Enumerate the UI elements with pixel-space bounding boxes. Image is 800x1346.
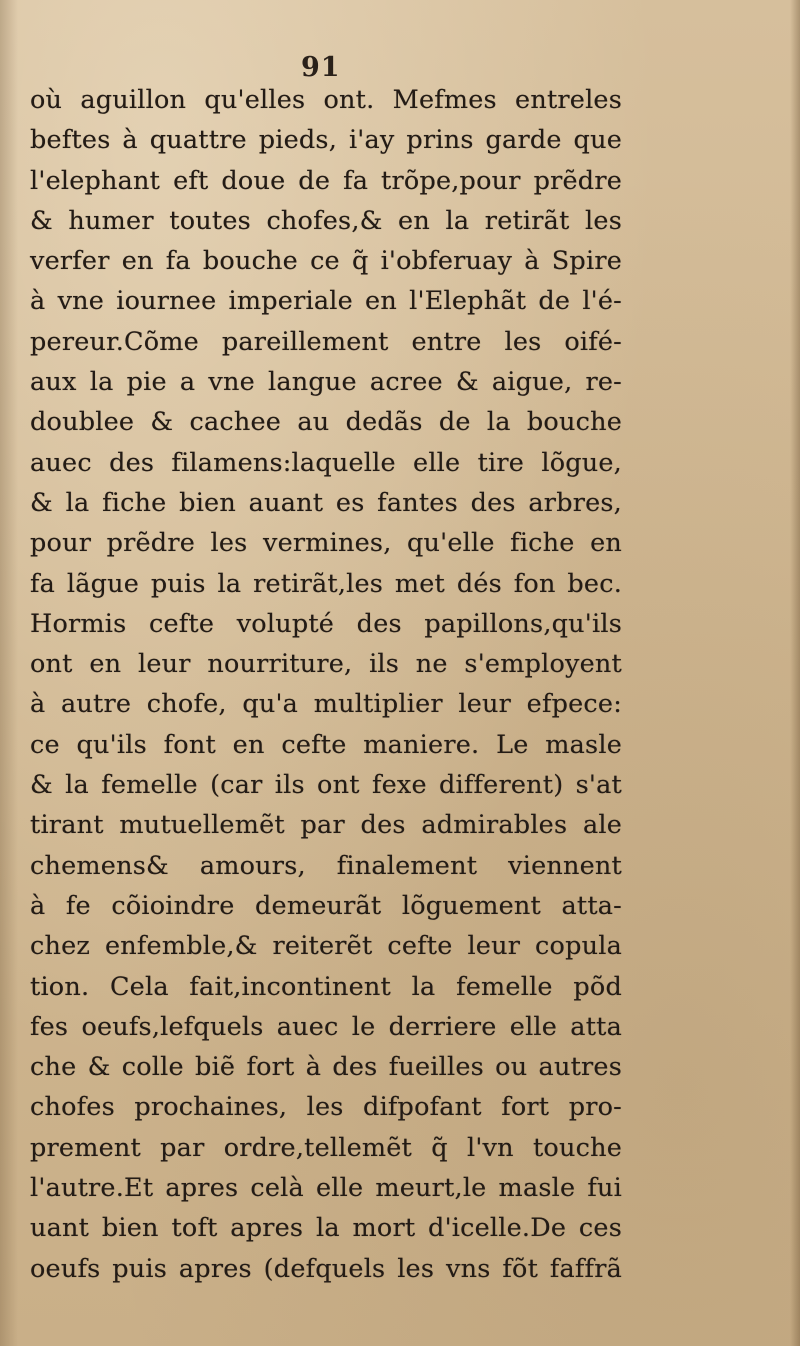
text-line: à fe cõioindre demeurãt lõguement atta-: [30, 890, 622, 921]
text-line: fes oeufs,lefquels auec le derriere elle atta: [30, 1011, 622, 1042]
text-line: à vne iournee imperiale en l'Elephãt de l'é-: [30, 286, 622, 317]
text-line: auec des filamens:laquelle elle tire lõgue,: [30, 447, 622, 478]
text-line: verfer en fa bouche ce q̃ i'obferuay à Spire: [30, 246, 622, 277]
text-line: à autre chofe, qu'a multiplier leur efpece:: [30, 689, 622, 720]
page-right-edge: [790, 0, 800, 1346]
text-line: uant bien toft apres la mort d'icelle.De ces: [30, 1213, 622, 1244]
page-left-shadow: [0, 0, 18, 1346]
body-text: [30, 80, 622, 1289]
text-line: chofes prochaines, les difpofant fort pro-: [30, 1092, 622, 1123]
text-line: & la fiche bien auant es fantes des arbres,: [30, 487, 622, 518]
text-line: chez enfemble,& reiterẽt cefte leur copula: [30, 931, 622, 962]
text-line: oeufs puis apres (defquels les vns fõt faffrã: [30, 1253, 622, 1284]
text-line: ce qu'ils font en cefte maniere. Le masle: [30, 729, 622, 760]
page-number: 91: [301, 52, 341, 83]
text-line: ont en leur nourriture, ils ne s'employent: [30, 649, 622, 680]
text-line: où aguillon qu'elles ont. Mefmes entreles: [30, 85, 622, 115]
text-line: & humer toutes chofes,& en la retirãt les: [30, 205, 622, 236]
text-line: prement par ordre,tellemẽt q̃ l'vn touche: [30, 1132, 622, 1163]
text-line: beftes à quattre pieds, i'ay prins garde que: [30, 125, 622, 156]
text-line: chemens& amours, finalement viennent: [30, 850, 622, 881]
text-line: l'autre.Et apres celà elle meurt,le masle fui: [30, 1173, 622, 1204]
text-line: aux la pie a vne langue acree & aigue, re-: [30, 367, 622, 398]
text-line: doublee & cachee au dedãs de la bouche: [30, 407, 622, 438]
text-line: l'elephant eft doue de fa trõpe,pour prẽdre: [30, 165, 622, 196]
text-line: fa lãgue puis la retirãt,les met dés fon bec.: [30, 568, 622, 599]
text-line: pour prẽdre les vermines, qu'elle fiche en: [30, 528, 622, 559]
text-line: pereur.Cõme pareillement entre les oifé-: [30, 326, 622, 357]
text-line: tion. Cela fait,incontinent la femelle põd: [30, 971, 622, 1002]
text-line: & la femelle (car ils ont fexe different) s'at: [30, 770, 622, 801]
text-line: Hormis cefte volupté des papillons,qu'ils: [30, 608, 622, 639]
text-line: che & colle biẽ fort à des fueilles ou autres: [30, 1052, 622, 1083]
text-line: tirant mutuellemẽt par des admirables ale: [30, 810, 622, 841]
